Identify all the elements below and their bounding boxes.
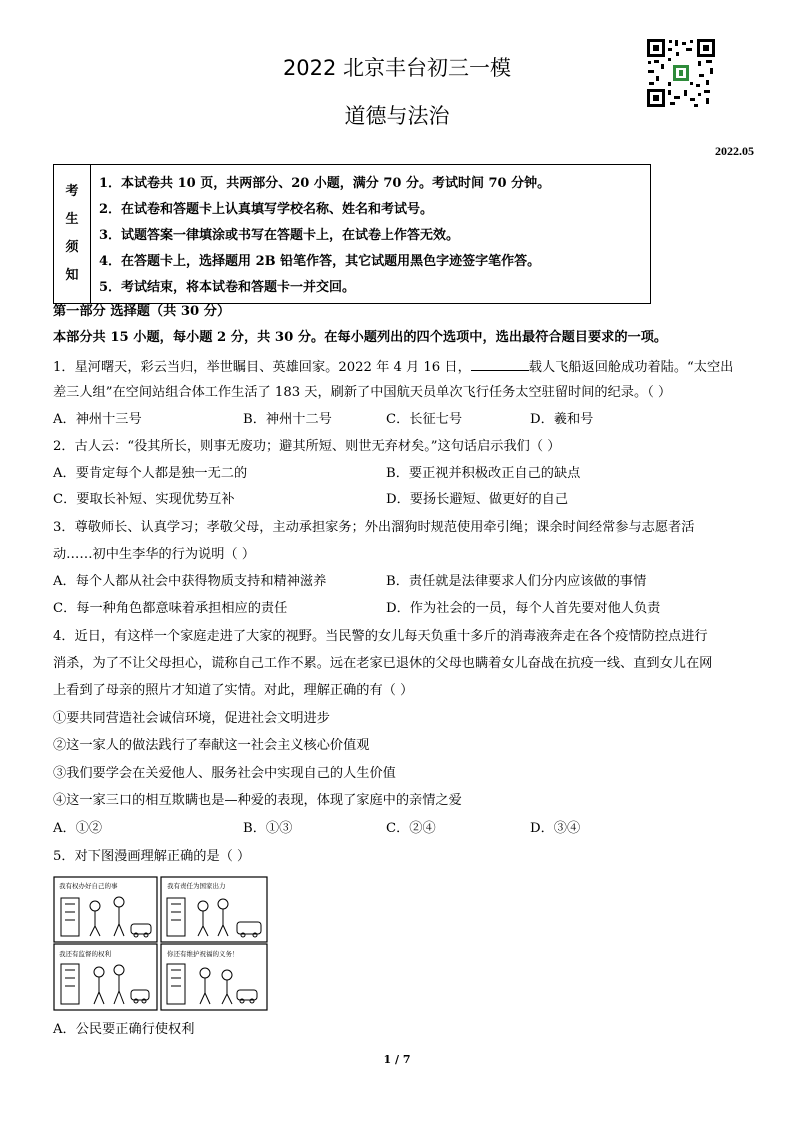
- q3-option-d: D．作为社会的一员，每个人首先要对他人负责: [386, 601, 661, 616]
- q3-stem-line1: 3．尊敬师长、认真学习；孝敬父母，主动承担家务；外出溜狗时规范使用牵引绳；课余时间经常参与志愿者活: [53, 520, 695, 535]
- q3-option-c: C．每一种角色都意味着承担相应的责任: [53, 601, 288, 616]
- q3-option-b: B．责任就是法律要求人们分内应该做的事情: [386, 574, 647, 589]
- q4-stem-line3: 上看到了母亲的照片才知道了实情。对此，理解正确的有（ ）: [53, 683, 414, 698]
- q4-option-d: D．③④: [530, 821, 581, 836]
- exam-title: 2022 北京丰台初三一模: [282, 56, 512, 80]
- notice-item: 3．试题答案一律填涂或书写在答题卡上，在试卷上作答无效。: [99, 228, 460, 243]
- q5-option-a: A．公民要正确行使权利: [53, 1022, 195, 1037]
- q4-statement: ④这一家三口的相互欺瞒也是—种爱的表现，体现了家庭中的亲情之爱: [53, 793, 462, 808]
- q2-stem: 2．古人云：“役其所长，则事无废功；避其所短、则世无弃材矣。”这句话启示我们（ ）: [53, 439, 561, 454]
- notice-label: 考 生 须 知: [54, 165, 91, 304]
- comic-caption: 我有责任为国家出力: [167, 882, 226, 890]
- q4-statement: ③我们要学会在关爱他人、服务社会中实现自己的人生价值: [53, 766, 396, 781]
- q2-option-a: A．要肯定每个人都是独一无二的: [53, 466, 248, 481]
- q1-option-c: C．长征七号: [386, 412, 463, 427]
- q2-option-b: B．要正视并积极改正自己的缺点: [386, 466, 581, 481]
- notice-item: 5．考试结束，将本试卷和答题卡一并交回。: [99, 280, 356, 295]
- q4-stem-line1: 4．近日，有这样一个家庭走进了大家的视野。当民警的女儿每天负重十多斤的消毒液奔走在各个疫情防控点进行: [53, 629, 708, 644]
- q4-statement: ②这一家人的做法践行了奉献这一社会主义核心价值观: [53, 738, 370, 753]
- q3-options-row1: [53, 572, 753, 592]
- exam-date: 2022.05: [715, 144, 754, 158]
- q4-stem-line2: 消杀，为了不让父母担心，谎称自己工作不累。远在老家已退休的父母也瞒着女儿奋战在抗疫一线、直到女儿在网: [53, 656, 713, 671]
- q1-option-d: D．羲和号: [530, 412, 594, 427]
- notice-item: 2．在试卷和答题卡上认真填写学校名称、姓名和考试号。: [99, 202, 434, 217]
- q2-option-d: D．要扬长避短、做更好的自己: [386, 492, 569, 507]
- q2-options-row2: [53, 490, 753, 510]
- q4-option-b: B．①③: [243, 821, 293, 836]
- q5-stem: 5．对下图漫画理解正确的是（ ）: [53, 849, 251, 864]
- section-title: 第一部分 选择题（共 30 分）: [53, 304, 231, 319]
- comic-caption: 我有权办好自己的事: [59, 882, 118, 890]
- comic-caption: 你还有维护祝福的义务！: [167, 950, 239, 958]
- q3-stem-line2: 动……初中生李华的行为说明（ ）: [53, 547, 256, 562]
- q1-option-b: B．神州十二号: [243, 412, 332, 427]
- comic-caption: 我还有监督的权利: [59, 950, 111, 958]
- q4-option-c: C．②④: [386, 821, 436, 836]
- q4-statement: ①要共同营造社会诚信环境，促进社会文明进步: [53, 711, 330, 726]
- notice-items: [91, 165, 651, 304]
- q3-options-row2: [53, 599, 753, 619]
- q2-options-row1: [53, 464, 753, 484]
- q2-option-c: C．要取长补短、实现优势互补: [53, 492, 235, 507]
- q1-options: [53, 410, 753, 430]
- comic-cartoon: [53, 876, 268, 1011]
- q1-option-a: A．神州十三号: [53, 412, 142, 427]
- q4-option-a: A．①②: [53, 821, 103, 836]
- notice-item: 1．本试卷共 10 页，共两部分、20 小题，满分 70 分。考试时间 70 分钟。: [99, 176, 551, 191]
- q4-options: [53, 819, 753, 839]
- answer-blank: [471, 356, 529, 371]
- q3-option-a: A．每个人都从社会中获得物质支持和精神滋养: [53, 574, 327, 589]
- page-number: 1 / 7: [383, 1053, 411, 1066]
- q1-stem-line1: 1．星河曙天，彩云当归，举世瞩目、英雄回家。2022 年 4 月 16 日， 载人飞船返回舱成功着陆。“太空出: [53, 356, 733, 378]
- subject-title: 道德与法治: [344, 104, 450, 128]
- notice-item: 4．在答题卡上，选择题用 2B 铅笔作答，其它试题用黑色字迹签字笔作答。: [99, 254, 541, 269]
- q1-stem-line2: 差三人组”在空间站组合体工作生活了 183 天，刷新了中国航天员单次飞行任务太空驻留时间的纪录。（ ）: [53, 385, 672, 400]
- notice-box: [53, 164, 651, 304]
- section-instruction: 本部分共 15 小题，每小题 2 分，共 30 分。在每小题列出的四个选项中，选出最符合题目要求的一项。: [53, 330, 668, 345]
- qr-code-icon: [646, 38, 716, 108]
